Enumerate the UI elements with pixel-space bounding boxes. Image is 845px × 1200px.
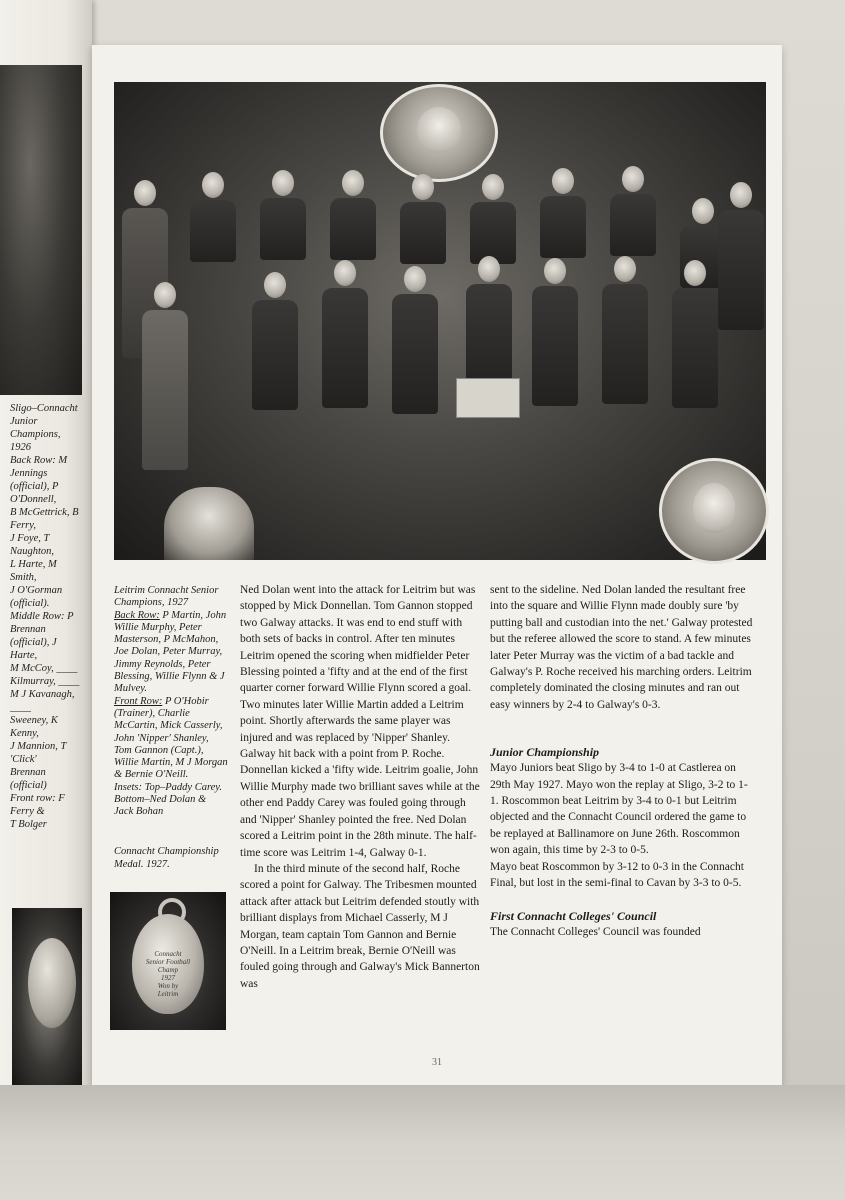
caption-insets: Insets: Top–Paddy Carey. Bottom–Ned Dolan & Jack Bohan <box>114 781 223 818</box>
inset-portrait-bottom-left <box>164 487 254 560</box>
left-caption-line: L Harte, M Smith, <box>10 559 57 583</box>
player <box>322 260 368 408</box>
player <box>672 260 718 408</box>
page-number: 31 <box>432 1057 442 1068</box>
paragraph: sent to the sideline. Ned Dolan landed the resultant free into the square and Willie Flynn made doubly sure 'by putting ball and custodian into the net.' Galway protested but the referee allowed the score to stand. A few minutes later Peter Murray was the victim of a bad tackle and Galway's P. Roche received his marching orders. Leitrim completely dominated the closing minutes and ran out easy winners by 2-4 to Galway's 0-3. <box>490 584 753 711</box>
left-page <box>0 0 92 1130</box>
left-caption-line: J Mannion, T 'Click' <box>10 741 67 765</box>
player <box>142 282 188 470</box>
team-sign <box>456 378 520 418</box>
player <box>400 174 446 264</box>
left-caption-line: B McGettrick, B Ferry, <box>10 507 79 531</box>
left-caption-line: Middle Row: P Brennan <box>10 611 74 635</box>
inset-portrait-bottom-right <box>659 458 769 564</box>
section-heading: Junior Championship <box>490 745 600 760</box>
left-caption-line: Champions, 1926 <box>10 429 61 453</box>
left-caption-line: (official), P O'Donnell, <box>10 481 59 505</box>
paragraph: In the third minute of the second half, Roche scored a point for Galway. The Tribesmen mounted attack after attack but Leitrim defended stoutly with brilliant displays from Michael Casserly, M J Morgan, team captain Tom Gannon and Bernie O'Neill. In a Leitrim break, Bernie O'Neill was fouled going through and Galway's Mick Bannerton was <box>240 862 480 990</box>
left-caption-line: Back Row: M Jennings <box>10 455 68 479</box>
left-caption-line: T Bolger <box>10 819 47 830</box>
caption-back-row: Back Row: P Martin, John Willie Murphy, Peter Masterson, P McMahon, Joe Dolan, Peter Murray, Jimmy Reynolds, Peter Blessing, Willie Flynn & J Mulvey. <box>114 609 227 695</box>
caption-front-row: Front Row: P O'Hobir (Trainer), Charlie McCartin, Mick Casserly, John 'Nipper' Shanley, Tom Gannon (Capt.), Willie Martin, M J Morgan & Bernie O'Neill. <box>114 695 228 781</box>
team-photo <box>114 82 766 560</box>
medal-engraving: Connacht Senior Football Champ 1927 Won by Leitrim <box>145 950 191 998</box>
medal-disc <box>28 938 76 1028</box>
caption-title: Leitrim Connacht Senior Champions, 1927 <box>114 585 219 609</box>
inset-face <box>693 483 735 533</box>
player <box>392 266 438 414</box>
left-page-team-photo <box>0 65 82 395</box>
left-page-caption <box>10 402 84 830</box>
table-surface <box>0 1085 845 1200</box>
left-caption-line: Sligo–Connacht Junior <box>10 403 78 427</box>
paragraph: Mayo Juniors beat Sligo by 3-4 to 1-0 at Castlerea on 29th May 1927. Mayo won the replay at Sligo, 3-2 to 1-1. Roscommon beat Leitrim by 3-4 to 0-1 but Leitrim objected and the Connacht Council ordered the game to be replayed at Ballinamore on June 26th. Roscommon won again, this time by 2-3 to 0-5. <box>490 762 748 857</box>
player <box>610 166 656 256</box>
medal-caption: Connacht Championship Medal. 1927. <box>114 846 219 870</box>
inset-face <box>417 107 462 153</box>
player <box>252 272 298 410</box>
photo-caption <box>114 585 228 819</box>
section-heading: First Connacht Colleges' Council <box>490 908 657 923</box>
left-caption-line: Kilmurray, ____ <box>10 676 80 687</box>
medal-photo <box>110 892 226 1030</box>
paragraph: Ned Dolan went into the attack for Leitrim but was stopped by Mick Donnellan. Tom Gannon stopped two Galway attacks. It was end to end stuff with both sets of backs in control. After ten minutes Leitrim opened the scoring when midfielder Peter Blessing pointed a 'fifty and at the end of the first quarter corner forward Willie Flynn scored a goal. Two minutes later Willie Martin added a Leitrim point. Shortly afterwards the same player was injured and was replaced by 'Nipper' Shanley. Galway hit back with a point from P. Roche. Donnellan kicked a 'fifty wide. Leitrim goalie, John Willie Murphy made two brilliant saves while at the other end Paddy Carey was fouled going through and 'Nipper' Shanley pointed the free. Ned Dolan scored a Leitrim point in the 28th minute. The half-time score was Leitrim 1-4, Galway 0-1. <box>240 584 480 859</box>
left-caption-line: J O'Gorman (official). <box>10 585 63 609</box>
player <box>470 174 516 264</box>
body-column-2 <box>490 582 754 940</box>
player <box>260 170 306 260</box>
body-column-1 <box>240 582 480 992</box>
left-page-medal-photo <box>12 908 82 1088</box>
player <box>466 256 512 394</box>
inset-portrait-top <box>380 84 498 182</box>
player <box>532 258 578 406</box>
left-caption-line: (official), J Harte, <box>10 637 57 661</box>
player <box>330 170 376 260</box>
paragraph: The Connacht Colleges' Council was founded <box>490 925 701 938</box>
left-caption-line: J Foye, T Naughton, <box>10 533 55 557</box>
player <box>602 256 648 404</box>
right-page <box>92 45 782 1085</box>
paragraph: Mayo beat Roscommon by 3-12 to 0-3 in the Connacht Final, but lost in the semi-final to Cavan by 3-3 to 0-5. <box>490 860 744 890</box>
left-caption-line: Sweeney, K Kenny, <box>10 715 58 739</box>
left-caption-line: Brennan (official) <box>10 767 47 791</box>
player <box>190 172 236 262</box>
left-caption-line: M McCoy, ____ <box>10 663 78 674</box>
player <box>718 182 764 330</box>
left-caption-line: Front row: F Ferry & <box>10 793 65 817</box>
player <box>540 168 586 258</box>
left-caption-line: M J Kavanagh, ____ <box>10 689 75 713</box>
